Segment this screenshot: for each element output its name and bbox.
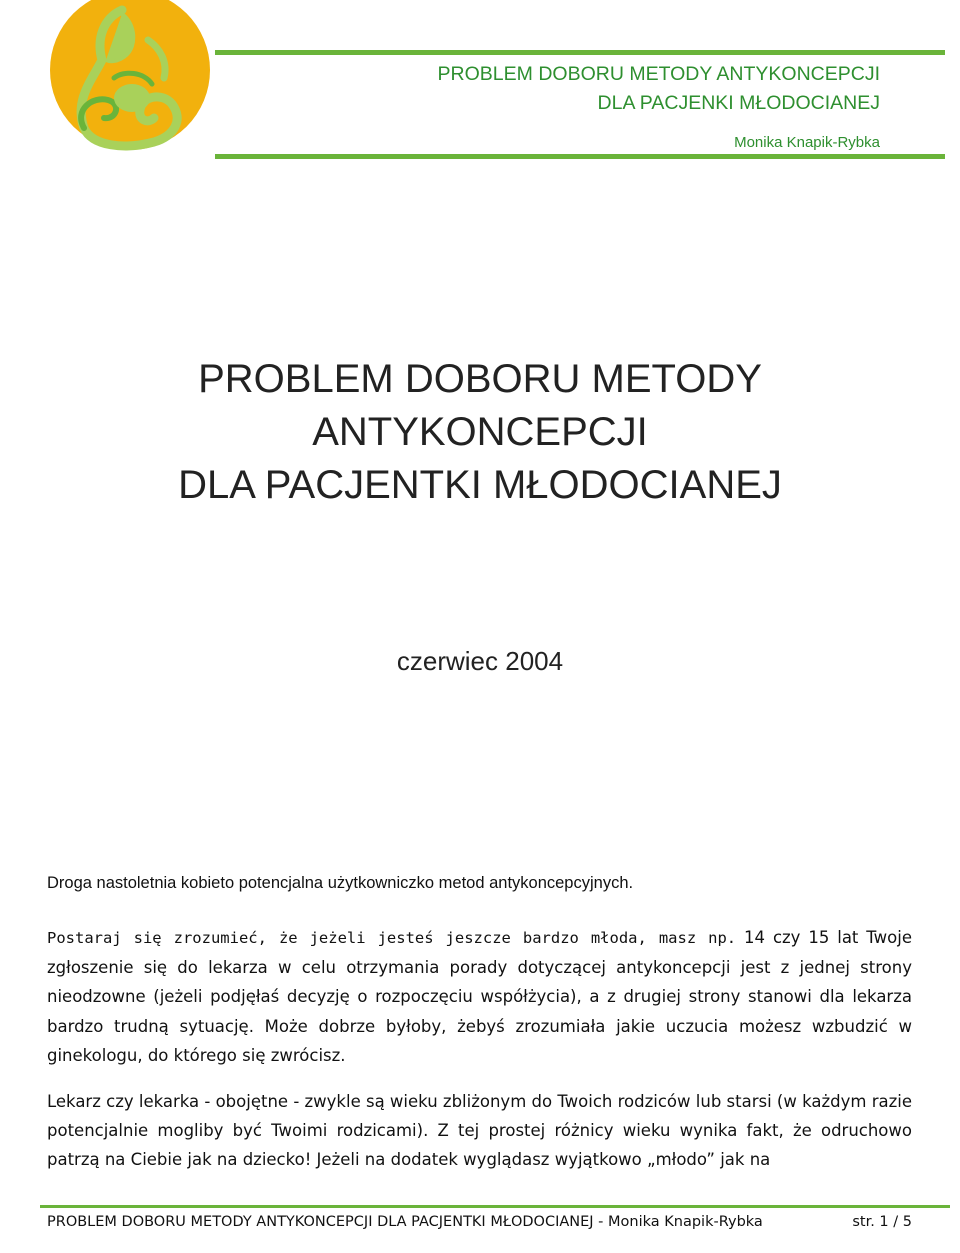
paragraph-intro (47, 923, 912, 1070)
running-header-line1: PROBLEM DOBORU METODY ANTYKONCEPCJI (437, 63, 880, 85)
title-line3: DLA PACJENTKI MŁODOCIANEJ (178, 463, 782, 507)
document-title (0, 353, 960, 512)
paragraph-intro-lead: Postaraj się zrozumieć, że jeżeli jesteś jeszcze bardzo młoda, masz np. (47, 929, 737, 947)
footer-rule (40, 1205, 950, 1208)
footer-text: PROBLEM DOBORU METODY ANTYKONCEPCJI DLA PACJENTKI MŁODOCIANEJ - Monika Knapik-Rybka (47, 1214, 763, 1230)
header-bottom-rule (215, 154, 945, 159)
page-footer (47, 1214, 912, 1230)
title-line2: ANTYKONCEPCJI (312, 410, 648, 454)
document-date: czerwiec 2004 (396, 646, 564, 676)
title-line1: PROBLEM DOBORU METODY (198, 357, 762, 401)
page-number: str. 1 / 5 (852, 1214, 912, 1230)
running-header-title (438, 60, 880, 118)
running-header-author: Monika Knapik-Rybka (734, 134, 880, 151)
mother-and-child-logo (44, 0, 216, 158)
paragraph-intro-rest: 14 czy 15 lat Twoje zgłoszenie się do lekarza w celu otrzymania porady dotyczącej antykoncepcji jest z jednej strony nieodzowne (jeżeli podjęłaś decyzję o rozpoczęciu współżycia), a z drugiej strony stanowi dla lekarza bardzo trudną sytuację. Może dobrze byłoby, żebyś zrozumiała jakie uczucia możesz wzbudzić w ginekologu, do którego się zwrócisz. (47, 928, 912, 1065)
paragraph-greeting: Droga nastoletnia kobieto potencjalna użytkowniczko metod antykoncepcyjnych. (47, 874, 634, 892)
header-top-rule (215, 50, 945, 55)
running-header-line2: DLA PACJENKI MŁODOCIANEJ (597, 92, 880, 114)
paragraph-doctor: Lekarz czy lekarka - obojętne - zwykle są wieku zbliżonym do Twoich rodziców lub starsi (w każdym razie potencjalnie mogliby być Twoimi rodzicami). Z tej prostej różnicy wieku wynika fakt, że odruchowo patrzą na Ciebie jak na dziecko! Jeżeli na dodatek wyglądasz wyjątkowo „młodo” jak na (47, 1092, 912, 1170)
